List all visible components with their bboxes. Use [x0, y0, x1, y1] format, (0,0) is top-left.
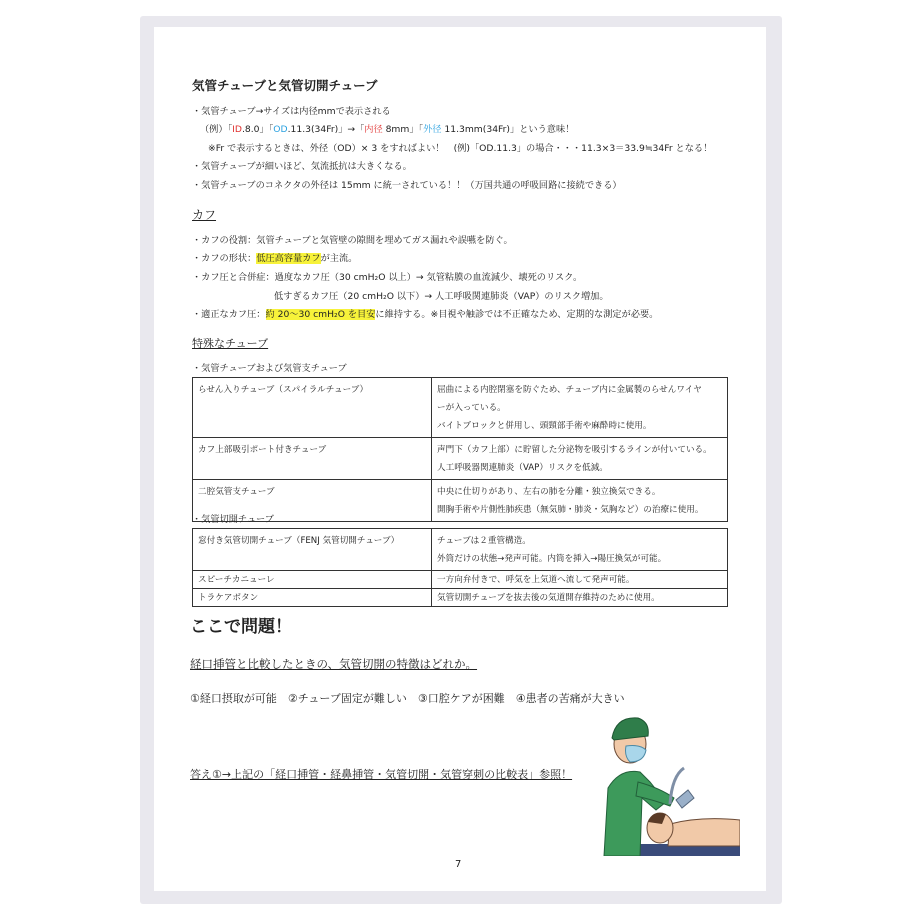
- table-cell-desc: 屈曲による内腔閉塞を防ぐため、チューブ内に金属製のらせんワイヤ ーが入っている。 バイトブロックと併用し、頭頸部手術や麻酔時に使用。: [432, 378, 728, 438]
- table-cell-name: スピーチカニューレ: [193, 571, 432, 589]
- tube-size-line: ・気管チューブ→サイズは内径mmで表示される: [192, 106, 391, 117]
- table-cell-name: トラケアボタン: [193, 589, 432, 607]
- quiz-heading: ここで問題！: [190, 617, 292, 637]
- doctor-intubating-patient-icon: [600, 706, 740, 856]
- table-row: [193, 438, 728, 480]
- tracheal-tube-table: [192, 377, 728, 522]
- table-cell-desc: 声門下（カフ上部）に貯留した分泌物を吸引するラインが付いている。 人工呼吸器関連肺炎（VAP）リスクを低減。: [432, 438, 728, 480]
- id-label: ID: [232, 124, 242, 135]
- tracheostomy-tube-table: [192, 528, 728, 607]
- page-number: 7: [455, 859, 462, 870]
- cuff-complication-low: 低すぎるカフ圧（20 cmH₂O 以下）→ 人工呼吸関連肺炎（VAP）のリスク増加。: [274, 291, 609, 302]
- table-cell-desc: 中央に仕切りがあり、左右の肺を分離・独立換気できる。 開胸手術や片側性肺疾患（無気肺・肺炎・気胸など）の治療に使用。: [432, 480, 728, 522]
- connector-line: ・気管チューブのコネクタの外径は 15mm に統一されている！！（万国共通の呼吸回路に接続できる）: [192, 180, 622, 191]
- table-row: [193, 529, 728, 571]
- table-row: [193, 571, 728, 589]
- table-cell-name: 窓付き気管切開チューブ（FENJ 気管切開チューブ）: [193, 529, 432, 571]
- cuff-complication-high: ・カフ圧と合併症：過度なカフ圧（30 cmH₂O 以上）→ 気管粘膜の血流減少、壊死のリスク。: [192, 272, 583, 283]
- special-heading: 特殊なチューブ: [192, 337, 269, 350]
- quiz-question: 経口挿管と比較したときの、気管切開の特徴はどれか。: [190, 657, 478, 671]
- cuff-proper-highlight: 約 20～30 cmH₂O を目安: [265, 309, 376, 320]
- table2-caption: ・気管切開チューブ: [192, 514, 274, 525]
- table-row: [193, 378, 728, 438]
- table-cell-desc: チューブは２重管構造。 外筒だけの状態→発声可能。内筒を挿入→陽圧換気が可能。: [432, 529, 728, 571]
- outer-label: 外径: [423, 124, 442, 135]
- cuff-proper: ・適正なカフ圧：約 20～30 cmH₂O を目安に維持する。※目視や触診では不正確なため、定期的な測定が必要。: [192, 309, 659, 320]
- od-label: OD: [273, 124, 288, 135]
- thin-tube-line: ・気管チューブが細いほど、気流抵抗は大きくなる。: [192, 161, 412, 172]
- table-cell-desc: 気管切開チューブを抜去後の気道開存維持のために使用。: [432, 589, 728, 607]
- example-line: （例）「ID.8.0」「OD.11.3(34Fr)」→「内径 8mm」「外径 11.3mm(34Fr)」という意味！: [200, 124, 575, 135]
- table-row: [193, 589, 728, 607]
- table-cell-name: カフ上部吸引ポート付きチューブ: [193, 438, 432, 480]
- fr-note: ※Fr で表示するときは、外径（OD）× 3 をすればよい！ (例)「OD.11.3」の場合・・・11.3×3＝33.9≒34Fr となる！: [208, 143, 713, 154]
- table-cell-desc: 一方向弁付きで、呼気を上気道へ流して発声可能。: [432, 571, 728, 589]
- cuff-heading: カフ: [192, 208, 217, 222]
- table-cell-name: らせん入りチューブ（スパイラルチューブ）: [193, 378, 432, 438]
- table-cell-name: 二腔気管支チューブ: [193, 480, 432, 522]
- quiz-choices: ①経口摂取が可能 ②チューブ固定が難しい ③口腔ケアが困難 ④患者の苦痛が大きい: [190, 692, 625, 705]
- cuff-shape-highlight: 低圧高容量カフ: [256, 253, 321, 264]
- cuff-shape: ・カフの形状：低圧高容量カフが主流。: [192, 253, 358, 264]
- section-title: 気管チューブと気管切開チューブ: [192, 78, 378, 93]
- cuff-role: ・カフの役割：気管チューブと気管壁の隙間を埋めてガス漏れや誤嚥を防ぐ。: [192, 235, 513, 246]
- table1-caption: ・気管チューブおよび気管支チューブ: [192, 363, 347, 374]
- quiz-answer: 答え①→上記の「経口挿管・経鼻挿管・気管切開・気管穿刺の比較表」参照！: [190, 768, 573, 781]
- inner-label: 内径: [364, 124, 383, 135]
